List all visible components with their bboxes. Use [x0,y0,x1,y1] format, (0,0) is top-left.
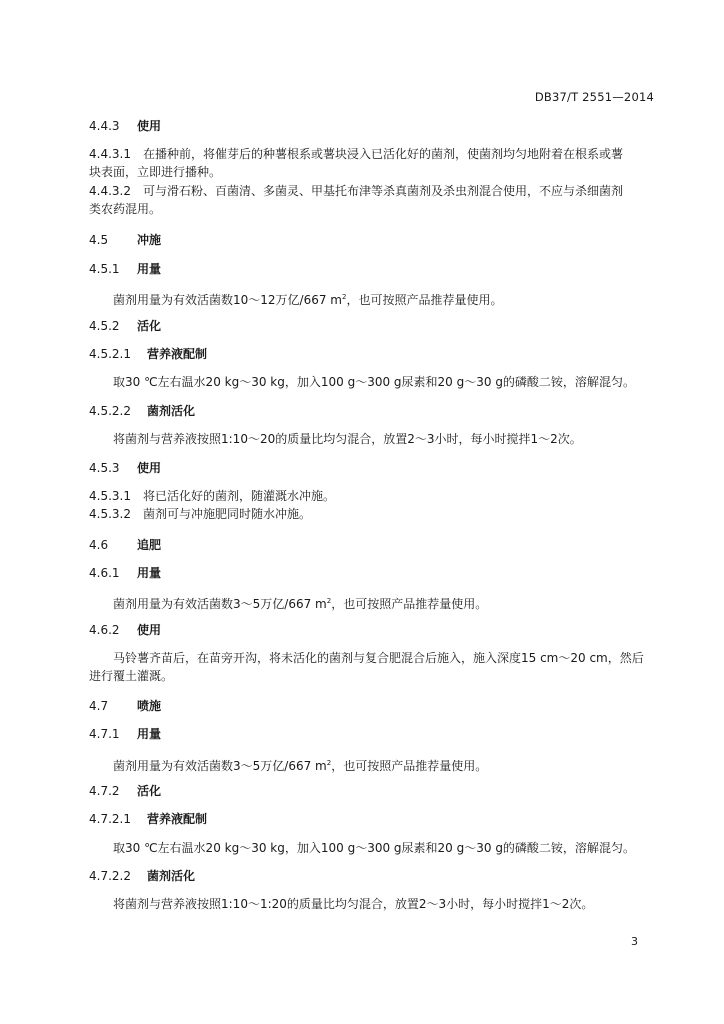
section-number: 4.5.2 [89,319,120,333]
paragraph-4-7-1 [89,755,683,774]
paragraph-text-tail: ，也可按照产品推荐量使用。 [331,759,488,773]
section-number: 4.5.1 [89,262,120,276]
section-title: 冲施 [137,233,162,247]
section-number: 4.5.2.2 [89,404,131,418]
paragraph-4-6-2-line2: 进行覆土灌溉。 [89,669,174,683]
section-number: 4.6 [89,538,109,552]
section-number: 4.7.2.2 [89,869,131,883]
section-title: 使用 [137,623,162,637]
clause-4-4-3-1-line2: 块表面，立即进行播种。 [89,165,222,179]
superscript: 2 [326,597,332,605]
clause-number: 4.4.3.2 [89,184,131,198]
heading-4-7-1 [89,726,659,742]
paragraph-4-5-2-2: 将菌剂与营养液按照1:10～20的质量比均匀混合，放置2～3小时，每小时搅拌1～2次。 [113,432,582,446]
heading-4-5-1 [89,261,659,277]
heading-4-6-2 [89,622,659,638]
clause-4-4-3-1-line1 [89,146,659,162]
heading-4-7-2-1 [89,811,659,827]
heading-4-5-2-2 [89,403,659,419]
section-title: 营养液配制 [147,812,208,826]
section-number: 4.6.2 [89,623,120,637]
section-title: 用量 [137,727,162,741]
section-title: 用量 [137,262,162,276]
paragraph-4-5-2-1: 取30 ℃左右温水20 kg～30 kg，加入100 g～300 g尿素和20 g～30 g的磷酸二铵，溶解混匀。 [113,375,635,389]
superscript: 2 [326,759,332,767]
section-title: 活化 [137,784,162,798]
clause-text: 在播种前，将催芽后的种薯根系或薯块浸入已活化好的菌剂，使菌剂均匀地附着在根系或薯 [143,147,624,161]
paragraph-text-tail: ，也可按照产品推荐量使用。 [331,597,488,611]
paragraph-4-7-2-2: 将菌剂与营养液按照1:10～1:20的质量比均匀混合，放置2～3小时，每小时搅拌1～2次。 [113,897,594,911]
section-number: 4.5 [89,233,109,247]
paragraph-text: 菌剂用量为有效活菌数3～5万亿/667 m [113,759,327,773]
section-number: 4.4.3 [89,119,120,133]
page-number: 3 [631,935,638,948]
heading-4-7-2-2 [89,868,659,884]
section-title: 菌剂活化 [147,869,196,883]
section-title: 使用 [137,461,162,475]
heading-4-6 [89,537,659,553]
section-title: 菌剂活化 [147,404,196,418]
heading-4-5 [89,232,659,248]
clause-4-5-3-1 [89,488,659,504]
heading-4-7 [89,698,659,714]
section-number: 4.7.2 [89,784,120,798]
paragraph-4-6-1 [89,593,683,612]
paragraph-4-7-2-1: 取30 ℃左右温水20 kg～30 kg，加入100 g～300 g尿素和20 g～30 g的磷酸二铵，溶解混匀。 [113,841,635,855]
section-number: 4.7.1 [89,727,120,741]
paragraph-4-6-2-line1: 马铃薯齐苗后，在苗旁开沟，将未活化的菌剂与复合肥混合后施入，施入深度15 cm～20 cm，然后 [113,651,644,665]
clause-4-4-3-2-line1 [89,183,659,199]
section-title: 活化 [137,319,162,333]
clause-number: 4.5.3.1 [89,489,131,503]
clause-text: 可与滑石粉、百菌清、多菌灵、甲基托布津等杀真菌剂及杀虫剂混合使用，不应与杀细菌剂 [143,184,624,198]
section-title: 用量 [137,566,162,580]
section-number: 4.5.2.1 [89,347,131,361]
heading-4-7-2 [89,783,659,799]
paragraph-text: 菌剂用量为有效活菌数3～5万亿/667 m [113,597,327,611]
heading-4-5-3 [89,460,659,476]
section-title: 使用 [137,119,162,133]
heading-4-5-2 [89,318,659,334]
clause-4-5-3-2 [89,506,659,522]
heading-4-4-3 [89,118,659,134]
heading-4-6-1 [89,565,659,581]
paragraph-text-tail: ，也可按照产品推荐量使用。 [346,293,503,307]
section-number: 4.6.1 [89,566,120,580]
clause-4-4-3-2-line2: 类农药混用。 [89,202,162,216]
paragraph-4-5-1 [89,289,683,308]
superscript: 2 [342,293,347,301]
clause-text: 将已活化好的菌剂，随灌溉水冲施。 [143,489,336,503]
clause-text: 菌剂可与冲施肥同时随水冲施。 [143,507,312,521]
clause-number: 4.5.3.2 [89,507,131,521]
section-title: 营养液配制 [147,347,208,361]
standard-code: DB37/T 2551—2014 [534,90,654,104]
section-number: 4.5.3 [89,461,120,475]
section-number: 4.7 [89,699,109,713]
clause-number: 4.4.3.1 [89,147,131,161]
paragraph-text: 菌剂用量为有效活菌数10～12万亿/667 m [113,293,342,307]
section-title: 追肥 [137,538,162,552]
section-number: 4.7.2.1 [89,812,131,826]
heading-4-5-2-1 [89,346,659,362]
section-title: 喷施 [137,699,162,713]
